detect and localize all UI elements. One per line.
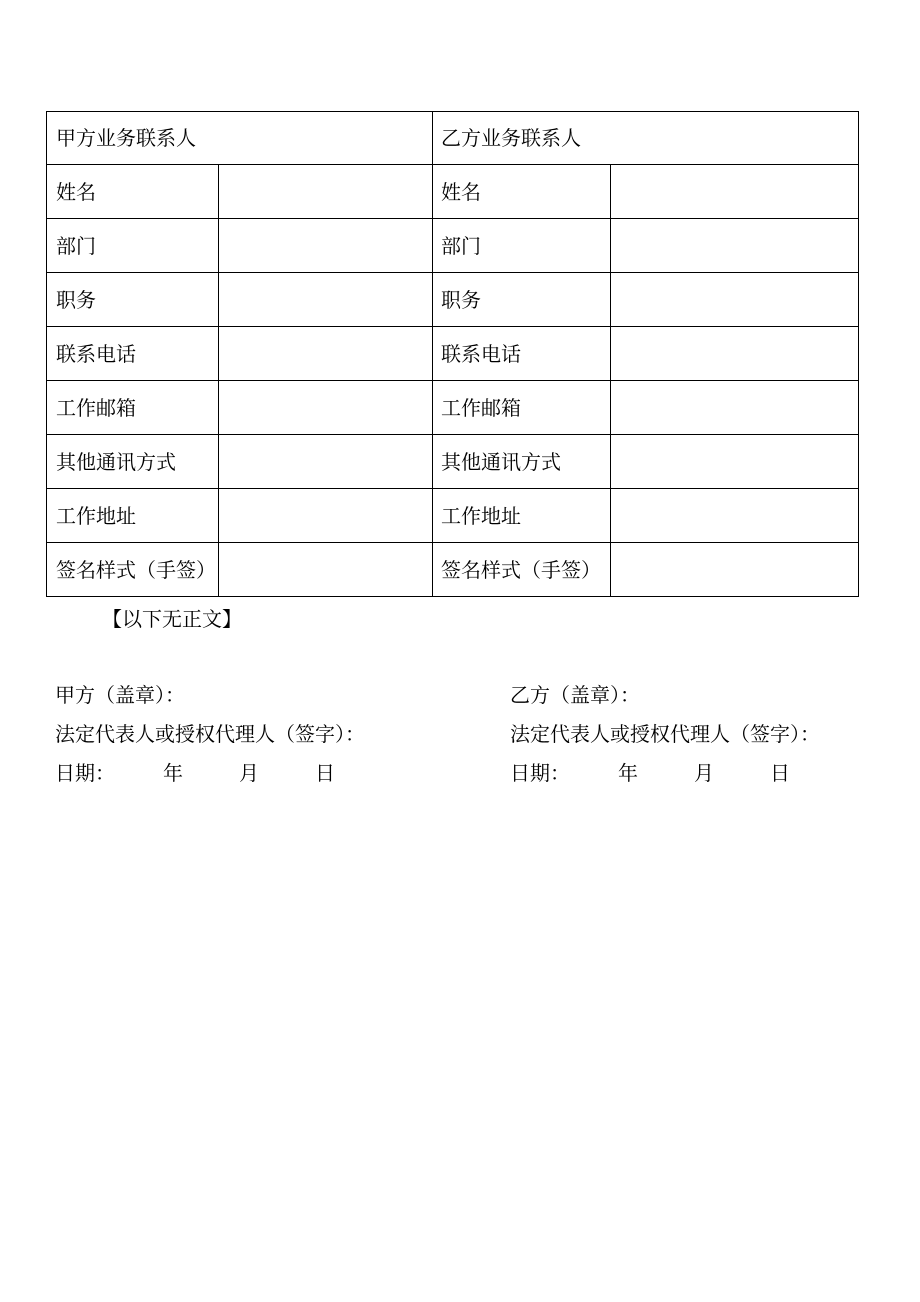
- party-b-field-label: 签名样式（手签）: [433, 543, 611, 597]
- table-row: [47, 543, 859, 597]
- party-b-date-line: [510, 760, 820, 799]
- party-b-field-label: 职务: [433, 273, 611, 327]
- day-label: 日: [770, 761, 790, 785]
- party-b-field-label: 姓名: [433, 165, 611, 219]
- no-more-text-note: 【以下无正文】: [102, 607, 242, 631]
- date-label: 日期：: [55, 761, 115, 785]
- table-header-row: [47, 112, 859, 165]
- party-a-field-value[interactable]: [219, 381, 433, 435]
- party-b-field-value[interactable]: [611, 435, 859, 489]
- party-b-field-value[interactable]: [611, 489, 859, 543]
- party-b-field-value[interactable]: [611, 273, 859, 327]
- party-b-contact-header: 乙方业务联系人: [433, 112, 859, 165]
- party-b-field-value[interactable]: [611, 327, 859, 381]
- party-b-field-label: 部门: [433, 219, 611, 273]
- table-row: [47, 327, 859, 381]
- table-row: [47, 219, 859, 273]
- party-b-representative-line: 法定代表人或授权代理人（签字）：: [510, 722, 820, 746]
- table-row: [47, 381, 859, 435]
- party-b-signature-sample[interactable]: [611, 543, 859, 597]
- day-label: 日: [315, 761, 335, 785]
- contact-table: [46, 111, 859, 597]
- party-a-field-label: 职务: [47, 273, 219, 327]
- party-a-field-value[interactable]: [219, 435, 433, 489]
- year-label: 年: [163, 761, 183, 785]
- party-a-field-label: 其他通讯方式: [47, 435, 219, 489]
- table-row: [47, 165, 859, 219]
- party-a-seal-line: 甲方（盖章）：: [55, 683, 185, 707]
- party-b-field-label: 其他通讯方式: [433, 435, 611, 489]
- party-a-field-label: 签名样式（手签）: [47, 543, 219, 597]
- party-a-field-label: 联系电话: [47, 327, 219, 381]
- party-a-field-value[interactable]: [219, 219, 433, 273]
- party-a-signature-sample[interactable]: [219, 543, 433, 597]
- date-label: 日期：: [510, 761, 570, 785]
- party-a-field-label: 部门: [47, 219, 219, 273]
- party-a-contact-header: 甲方业务联系人: [47, 112, 433, 165]
- party-a-field-value[interactable]: [219, 489, 433, 543]
- party-a-field-value[interactable]: [219, 165, 433, 219]
- party-a-field-value[interactable]: [219, 327, 433, 381]
- party-b-field-value[interactable]: [611, 165, 859, 219]
- party-a-field-label: 工作地址: [47, 489, 219, 543]
- party-a-representative-line: 法定代表人或授权代理人（签字）：: [55, 722, 365, 746]
- month-label: 月: [239, 761, 259, 785]
- party-b-field-value[interactable]: [611, 381, 859, 435]
- party-b-field-value[interactable]: [611, 219, 859, 273]
- party-a-signature-block: [55, 682, 365, 799]
- year-label: 年: [618, 761, 638, 785]
- party-a-date-line: [55, 760, 365, 799]
- party-b-signature-block: [510, 682, 820, 799]
- table-row: [47, 435, 859, 489]
- party-b-field-label: 联系电话: [433, 327, 611, 381]
- table-row: [47, 489, 859, 543]
- month-label: 月: [694, 761, 714, 785]
- party-a-field-value[interactable]: [219, 273, 433, 327]
- party-b-field-label: 工作邮箱: [433, 381, 611, 435]
- party-a-field-label: 姓名: [47, 165, 219, 219]
- party-a-field-label: 工作邮箱: [47, 381, 219, 435]
- table-row: [47, 273, 859, 327]
- party-b-seal-line: 乙方（盖章）：: [510, 683, 640, 707]
- party-b-field-label: 工作地址: [433, 489, 611, 543]
